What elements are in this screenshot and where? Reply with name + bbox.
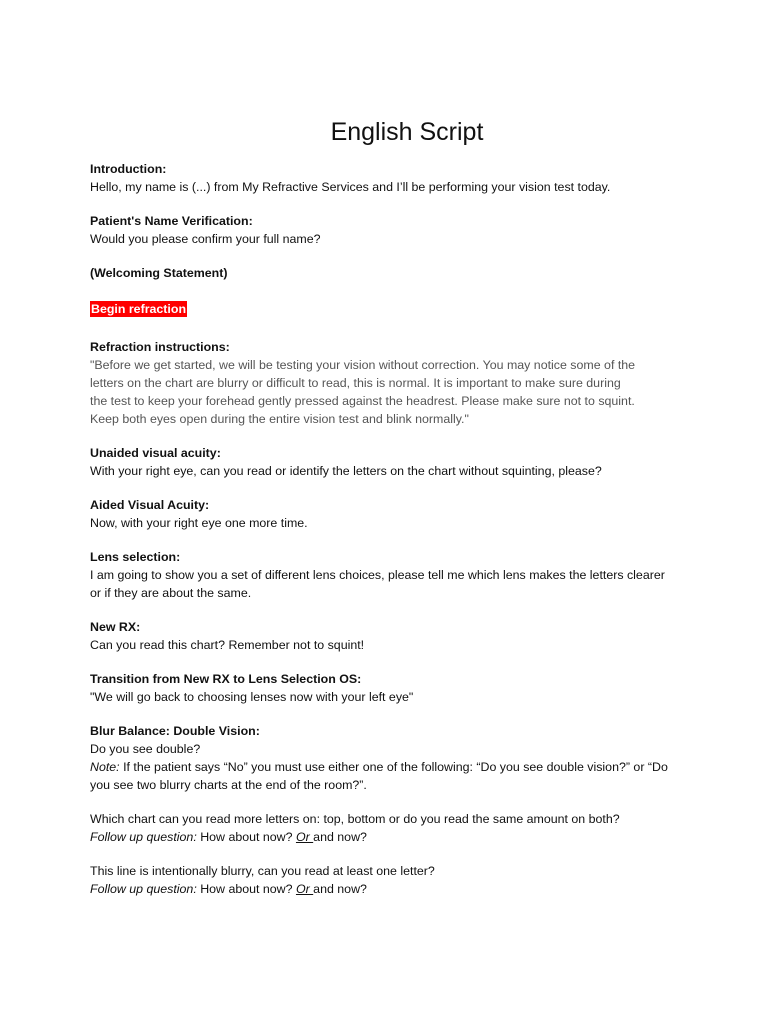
note-label: Note: xyxy=(90,760,120,774)
name-verification-section xyxy=(90,212,690,248)
new-rx-section xyxy=(90,618,690,654)
refraction-instructions-line: "Before we get started, we will be testing your vision without correction. You may notice some of the xyxy=(90,358,636,372)
name-verification-text: Would you please confirm your full name? xyxy=(90,232,321,246)
follow-up-or: Or xyxy=(295,830,314,844)
begin-refraction-label: Begin refraction xyxy=(91,302,187,316)
new-rx-heading: New RX: xyxy=(90,620,141,634)
blur-balance-heading: Blur Balance: Double Vision: xyxy=(90,724,260,738)
blur-balance-question: Do you see double? xyxy=(90,742,201,756)
follow-up-label: Follow up question: xyxy=(90,830,197,844)
lens-selection-heading: Lens selection: xyxy=(90,550,181,564)
unaided-text: With your right eye, can you read or identify the letters on the chart without squinting, please? xyxy=(90,464,602,478)
blurry-line-text: This line is intentionally blurry, can you read at least one letter? xyxy=(90,864,435,878)
follow-up-label: Follow up question: xyxy=(90,882,197,896)
welcoming-heading: (Welcoming Statement) xyxy=(90,266,228,280)
lens-selection-line: I am going to show you a set of different lens choices, please tell me which lens makes the letters clearer xyxy=(90,568,665,582)
unaided-section xyxy=(90,444,690,480)
refraction-instructions-line: the test to keep your forehead gently pressed against the headrest. Please make sure not to squint. xyxy=(90,394,635,408)
blurry-line-follow-up xyxy=(90,880,690,898)
aided-heading: Aided Visual Acuity: xyxy=(90,498,210,512)
follow-up-or: Or xyxy=(295,882,314,896)
follow-up-end: and now? xyxy=(313,882,367,896)
blur-balance-note-cont: you see two blurry charts at the end of the room?”. xyxy=(90,778,367,792)
blur-balance-note xyxy=(90,758,690,776)
aided-section xyxy=(90,496,690,532)
which-chart-section xyxy=(90,810,690,846)
unaided-heading: Unaided visual acuity: xyxy=(90,446,221,460)
lens-selection-line: or if they are about the same. xyxy=(90,586,252,600)
refraction-instructions-section xyxy=(90,338,690,428)
name-verification-heading: Patient's Name Verification: xyxy=(90,214,253,228)
page-title: English Script xyxy=(330,118,484,146)
refraction-instructions-heading: Refraction instructions: xyxy=(90,340,230,354)
blurry-line-section xyxy=(90,862,690,898)
follow-up-text: How about now? xyxy=(196,830,296,844)
aided-text: Now, with your right eye one more time. xyxy=(90,516,308,530)
refraction-instructions-line: Keep both eyes open during the entire vision test and blink normally." xyxy=(90,412,469,426)
transition-heading: Transition from New RX to Lens Selection OS: xyxy=(90,672,362,686)
refraction-instructions-line: letters on the chart are blurry or difficult to read, this is normal. It is important to make sure during xyxy=(90,376,621,390)
follow-up-end: and now? xyxy=(313,830,367,844)
transition-section xyxy=(90,670,690,706)
introduction-heading: Introduction: xyxy=(90,162,167,176)
follow-up-text: How about now? xyxy=(196,882,296,896)
blur-balance-section xyxy=(90,722,690,794)
which-chart-text: Which chart can you read more letters on: top, bottom or do you read the same amount on both? xyxy=(90,812,620,826)
transition-text: "We will go back to choosing lenses now with your left eye" xyxy=(90,690,414,704)
lens-selection-section xyxy=(90,548,690,602)
introduction-text: Hello, my name is (...) from My Refractive Services and I’ll be performing your vision test today. xyxy=(90,180,611,194)
introduction-section xyxy=(90,160,690,196)
welcoming-section xyxy=(90,264,690,282)
script-content xyxy=(90,160,690,914)
begin-refraction-section xyxy=(90,300,690,318)
new-rx-text: Can you read this chart? Remember not to squint! xyxy=(90,638,365,652)
which-chart-follow-up xyxy=(90,828,690,846)
note-text: If the patient says “No” you must use either one of the following: “Do you see double vision?” or “Do xyxy=(119,760,668,774)
